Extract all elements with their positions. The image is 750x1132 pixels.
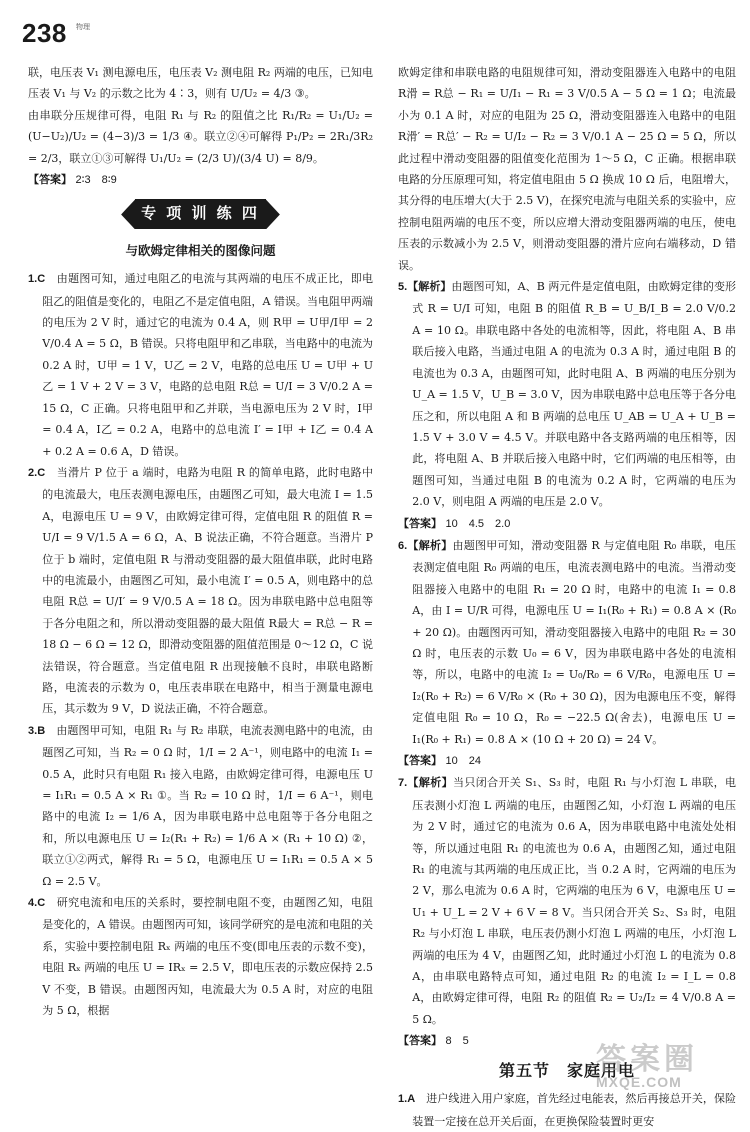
banner-char: 训 — [191, 205, 210, 223]
answer-label: 【答案】 — [398, 755, 442, 767]
watermark-logo — [596, 1034, 736, 1094]
analysis-tag: 【解析】 — [407, 539, 453, 552]
banner-char: 四 — [241, 205, 260, 223]
solution-item — [398, 276, 736, 512]
banner-left-cap — [121, 199, 135, 229]
banner-body — [135, 199, 266, 229]
answer-label: 【答案】 — [398, 517, 442, 530]
continued-text: 欧姆定律和串联电路的电阻规律可知，滑动变阻器连入电路中的电阻 R滑 = R总 − R₁ = U/I₁ − R₁ = 3 V/0.5 A − 5 Ω = 1 Ω；电流最小为 0.1 A 时，对应的电阻为 25 Ω，滑动变阻器连入电路中的电阻 R滑′ = R总′ − R₂ = U/I₂ − R₂ = 3 V/0.1 A − 25 Ω = 5 Ω，所以此过程中滑动变阻器的阻值变化范围为 1～5 Ω，C 正确。根据串联电路的分压原理可知，将定值电阻由 5 Ω 换成 10 Ω 后，电阻增大，其分得的电压增大(大于 2.5 V)，在探究电流与电阻关系的实验中，应控制电阻两端的电压不变，所以应增大滑动变阻器两端的电压，使电压表的示数减小为 2.5 V，则滑动变阻器的滑片应向右端移动，D 错误。 — [398, 66, 737, 272]
banner-right-cap — [266, 199, 280, 229]
left-column — [28, 62, 373, 1021]
solution-item — [28, 720, 373, 892]
item-number: 1. — [28, 273, 38, 286]
topic-title: 与欧姆定律相关的图像问题 — [125, 243, 276, 258]
right-column — [398, 62, 736, 1132]
answer-line — [398, 513, 736, 535]
solution-item — [28, 462, 373, 720]
item-text: 由题图可知，A、B 两元件是定值电阻，由欧姆定律的变形式 R = U/I 可知，电阻 B 的阻值 R_B = U_B/I_B = 2.0 V/0.2 A = 10 Ω。串联电路中各处的电流相等，因此，将电阻 A、B 串联后接入电路，当通过电阻 A 的电流为 0.3 A 时，通过电阻 B 的电流也为 0.3 A，由题图可知，此时电阻 A、B 两端的电压分别为 U_A = 1.5 V，U_B = 3.0 V，因为串联电路中总电压等于各分电压之和，所以电阻 A 和 B 两端的总电压 U_AB = U_A + U_B = 1.5 V + 3.0 V = 4.5 V。并联电路中各支路两端的电压相等，因此，将电阻 A、B 并联后接入电路中时，它们两端的电压相等，由题图可知，当通过电阻 B 的电流为 0.2 A 时，它两端的电压为 2.0 V，则电阻 A 两端的电压是 2.0 V。 — [412, 280, 736, 509]
item-text: 进户线进入用户家庭，首先经过电能表，然后再接总开关，保险装置一定接在总开关后面，在更换保险装置时更安 — [412, 1092, 737, 1128]
item-answer: C — [37, 897, 46, 910]
item-number: 3. — [28, 724, 38, 737]
watermark-text: 答案圈 — [596, 1043, 698, 1076]
item-number: 6. — [398, 539, 408, 552]
banner-char: 练 — [216, 205, 235, 223]
banner-char: 专 — [141, 205, 160, 223]
answer-value: 2∶3 8∶9 — [75, 174, 117, 187]
watermark-url: MXQE.COM — [596, 1074, 682, 1090]
item-number: 1. — [398, 1093, 408, 1106]
item-number: 5. — [398, 281, 408, 294]
item-answer: C — [37, 466, 46, 479]
item-answer: A — [407, 1093, 416, 1106]
intro-line: 联，电压表 V₁ 测电源电压，电压表 V₂ 测电阻 R₂ 两端的电压，已知电压表 V₁ 与 V₂ 的示数之比为 4∶3，则有 U/U₂ = 4/3 ③。 — [28, 66, 373, 101]
item-text: 研究电流和电压的关系时，要控制电阻不变，由题图乙知，电阻是变化的，A 错误。由题图丙可知，该同学研究的是电流和电阻的关系，实验中要控制电阻 Rₓ 两端的电压不变(即电压表的示数不变)，电阻 Rₓ 两端的电压 U = IRₓ = 2.5 V，即电压表的示数应保持 2.5 V 不变，B 错误。由题图丙知，电流最大为 0.5 A 时，对应的电阻为 5 Ω，根据 — [42, 896, 374, 1018]
analysis-tag: 【解析】 — [407, 281, 452, 294]
item-number: 4. — [28, 897, 38, 910]
section-banner — [28, 199, 373, 236]
answer-value: 8 5 — [445, 1035, 469, 1048]
item-number: 7. — [398, 777, 408, 790]
item-text: 由题图可知，通过电阻乙的电流与其两端的电压不成正比，即电阻乙的阻值是变化的，电阻乙不是定值电阻，A 错误。当电阻甲两端的电压为 2 V 时，通过它的电流为 0.4 A，则 R甲 = U甲/I甲 = 2 V/0.4 A = 5 Ω，B 错误。只将电阻甲和乙串联，当电路中的电流为 0.2 A 时，U甲 = 1 V，U乙 = 2 V，电路的总电压 U = U甲 + U乙 = 1 V + 2 V = 3 V，电路的总电阻 R总 = U/I = 3 V/0.2 A = 15 Ω，C 正确。只将电阻甲和乙并联，当电源电压为 2 V 时，I甲 = 0.4 A，I乙 = 0.2 A，电路中的总电流 I′ = I甲 + I乙 = 0.4 A + 0.2 A = 0.6 A，D 错误。 — [42, 272, 374, 458]
answer-value: 10 4.5 2.0 — [445, 517, 511, 530]
solution-item — [398, 772, 736, 1030]
item-answer: C — [37, 273, 46, 286]
answer-line — [28, 169, 373, 191]
solution-item — [398, 1088, 736, 1132]
answer-label: 【答案】 — [398, 1035, 442, 1048]
item-number: 2. — [28, 466, 38, 479]
answer-label: 【答案】 — [28, 174, 72, 187]
solution-item — [398, 535, 736, 750]
section-title: 第五节 家庭用电 — [498, 1062, 635, 1080]
page-number: 238 — [22, 18, 67, 48]
item-text: 由题图甲可知，电阻 R₁ 与 R₂ 串联，电流表测电路中的电流，由题图乙可知，当 R₂ = 0 Ω 时，1/I = 2 A⁻¹，则电路中的电流 I₁ = 0.5 A，此时只有电阻 R₁ 接入电路，由欧姆定律可得，电源电压 U = I₁R₁ = 0.5 A × R₁ ①。当 R₂ = 10 Ω 时，1/I = 6 A⁻¹，则电路中的电流 I₂ = 1/6 A，因为串联电路中总电阻等于各分电阻之和，所以电源电压 U = I₂(R₁ + R₂) = 1/6 A × (R₁ + 10 Ω) ②，联立①②两式，解得 R₁ = 5 Ω，电源电压 U = I₁R₁ = 0.5 A × 5 Ω = 2.5 V。 — [42, 723, 373, 888]
item-answer: B — [37, 724, 46, 737]
item-text: 当滑片 P 位于 a 端时，电路为电阻 R 的简单电路，此时电路中的电流最大，电压表测电源电压，由题图乙可知，最大电流 I = 1.5 A，电源电压 U = 9 V，由欧姆定律可得，定值电阻 R 的阻值 R = U/I = 9 V/1.5 A = 6 Ω，A、B 说法正确，不符合题意。当滑片 P 位于 b 端时，定值电阻 R 与滑动变阻器的最大阻值串联，此时电路中的电流最小，由题图乙可知，最小电流 I′ = 0.5 A，则电路中的总电阻 R总 = U/I′ = 9 V/0.5 A = 18 Ω。因为串联电路中总电阻等于各分电阻之和，所以滑动变阻器的最大阻值 R最大 = R总 − R = 18 Ω − 6 Ω = 12 Ω，即滑动变阻器的阻值范围是 0～12 Ω，C 说法错误，符合题意。当定值电阻 R 出现接触不良时，串联电路断路，电流表的示数为 0，电压表串联在电路中，相当于测量电源电压，其示数为 9 V，D 说法正确，不符合题意。 — [42, 465, 373, 716]
solution-item — [28, 892, 373, 1021]
answer-value: 10 24 — [445, 755, 481, 767]
solution-item — [28, 268, 373, 462]
intro-line: 由串联分压规律可得，电阻 R₁ 与 R₂ 的阻值之比 R₁/R₂ = U₁/U₂ = (U−U₂)/U₂ = (4−3)/3 = 1/3 ④。联立②④可解得 P₁/P₂ = 2R₁/3R₂ = 2/3，联立①③可解得 U₁/U₂ = (2/3 U)/(3/4 U) = 8/9。 — [28, 108, 373, 165]
answer-line — [398, 750, 736, 772]
banner-char: 项 — [166, 205, 185, 223]
item-text: 由题图甲可知，滑动变阻器 R 与定值电阻 R₀ 串联，电压表测定值电阻 R₀ 两端的电压，电流表测电路中的电流。当滑动变阻器接入电路中的电阻 R₁ = 20 Ω 时，电路中的电流 I₁ = 0.8 A，由 I = U/R 可得，电源电压 U = I₁(R₀ + R₁) = 0.8 A × (R₀ + 20 Ω)。由题图丙可知，滑动变阻器接入电路中的电阻 R₂ = 30 Ω 时，电压表的示数 U₀ = 6 V，因为串联电路中各处的电流相等，所以，电路中的电流 I₂ = U₀/R₀ = 6 V/R₀，电源电压 U = I₂(R₀ + R₂) = 6 V/R₀ × (R₀ + 30 Ω)，因为电源电压不变，解得定值电阻 R₀ = 10 Ω，R₀ = −22.5 Ω(舍去)，电源电压 U = I₁(R₀ + R₁) = 0.8 A × (10 Ω + 20 Ω) = 24 V。 — [412, 538, 736, 746]
analysis-tag: 【解析】 — [407, 777, 454, 790]
subject-tag: 物理 — [76, 24, 90, 31]
item-text: 当只闭合开关 S₁、S₃ 时，电阻 R₁ 与小灯泡 L 串联，电压表测小灯泡 L 两端的电压，由题图乙知，小灯泡 L 两端的电压为 2 V 时，通过它的电流为 0.6 A，因为串联电路中电流处处相等，所以通过电阻 R₁ 的电流也为 0.6 A，由题图乙知，通过电阻 R₁ 的电流与其两端的电压成正比，当 0.2 A 时，它两端的电压为 2 V，那么电流为 0.6 A 时，它两端的电压为 6 V，电源电压 U = U₁ + U_L = 2 V + 6 V = 8 V。当只闭合开关 S₂、S₃ 时，电阻 R₂ 与小灯泡 L 串联，电压表仍测小灯泡 L 两端的电压，小灯泡 L 两端的电压为 4 V，由题图乙知，此时通过小灯泡 L 的电流为 0.8 A，由串联电路特点可知，通过电阻 R₂ 的电流 I₂ = I_L = 0.8 A，由欧姆定律可得，电阻 R₂ 的阻值 R₂ = U₂/I₂ = 4 V/0.8 A = 5 Ω。 — [412, 776, 736, 1026]
